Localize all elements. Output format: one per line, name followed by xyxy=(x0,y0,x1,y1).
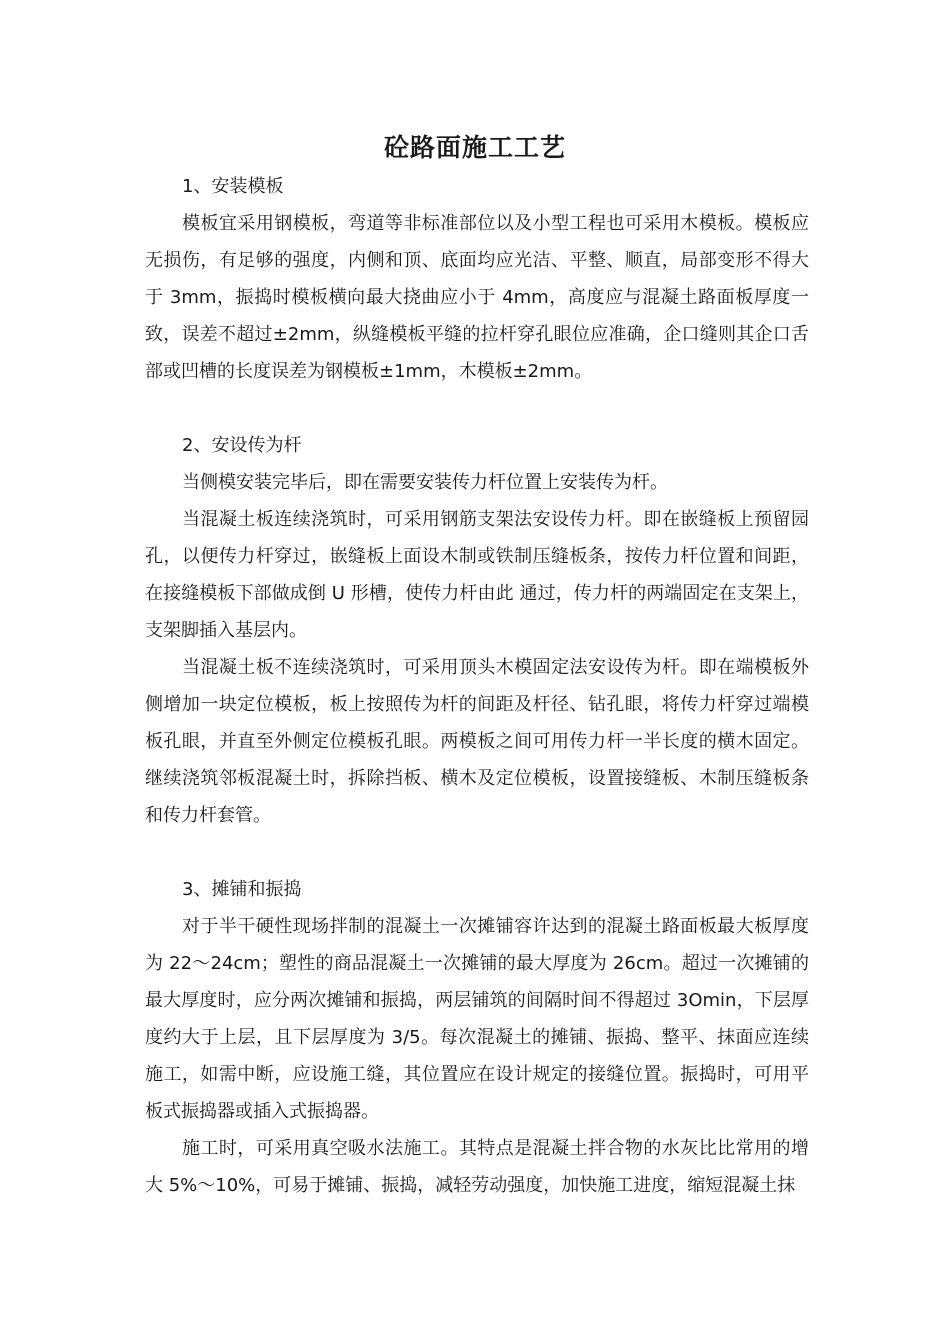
section-3-paragraph-2: 施工时，可采用真空吸水法施工。其特点是混凝土拌合物的水灰比比常用的增大 5%～10%，可易于摊铺、振捣，减轻劳动强度，加快施工进度，缩短混凝土抹 xyxy=(145,1138,809,1196)
section-heading-2: 2、安设传为杆 xyxy=(182,435,302,456)
section-gap xyxy=(145,834,809,871)
section-2-paragraph-3: 当混凝土板不连续浇筑时，可采用顶头木模固定法安设传为杆。即在端模板外侧增加一块定位模板，板上按照传为杆的间距及杆径、钻孔眼，将传力杆穿过端模板孔眼，并直至外侧定位模板孔眼。两模板之间可用传力杆一半长度的横木固定。继续浇筑邻板混凝土时，拆除挡板、横木及定位模板，设置接缝板、木制压缝板条和传力杆套管。 xyxy=(145,657,809,826)
section-3-paragraph-1: 对于半干硬性现场拌制的混凝土一次摊铺容许达到的混凝土路面板最大板厚度为 22～24cm；塑性的商品混凝土一次摊铺的最大厚度为 26cm。超过一次摊铺的最大厚度时，应分两次摊铺和振捣，两层铺筑的间隔时间不得超过 3Omin，下层厚度约大于上层，且下层厚度为 3/5。每次混凝土的摊铺、振捣、整平、抹面应连续施工，如需中断，应设施工缝，其位置应在设计规定的接缝位置。振捣时，可用平板式振捣器或插入式振捣器。 xyxy=(145,916,809,1122)
section-gap xyxy=(145,390,809,427)
section-1-paragraph-1: 模板宜采用钢模板，弯道等非标准部位以及小型工程也可采用木模板。模板应无损伤，有足够的强度，内侧和顶、底面均应光洁、平整、顺直，局部变形不得大于 3mm，振捣时模板横向最大挠曲应小于 4mm，高度应与混凝土路面板厚度一致，误差不超过±2mm，纵缝模板平缝的拉杆穿孔眼位应准确，企口缝则其企口舌部或凹槽的长度误差为钢模板±1mm，木模板±2mm。 xyxy=(145,213,809,382)
section-2-paragraph-1: 当侧模安装完毕后，即在需要安装传力杆位置上安装传为杆。 xyxy=(182,472,668,493)
section-heading-1: 1、安装模板 xyxy=(182,176,284,197)
document-body xyxy=(145,168,809,1204)
section-2-paragraph-2: 当混凝土板连续浇筑时，可采用钢筋支架法安设传力杆。即在嵌缝板上预留园孔，以便传力杆穿过，嵌缝板上面设木制或铁制压缝板条，按传力杆位置和间距，在接缝模板下部做成倒 U 形槽，使传力杆由此 通过，传力杆的两端固定在支架上，支架脚插入基层内。 xyxy=(145,509,809,641)
document-title: 砼路面施工工艺 xyxy=(383,133,566,162)
section-heading-3: 3、摊铺和振捣 xyxy=(182,879,302,900)
